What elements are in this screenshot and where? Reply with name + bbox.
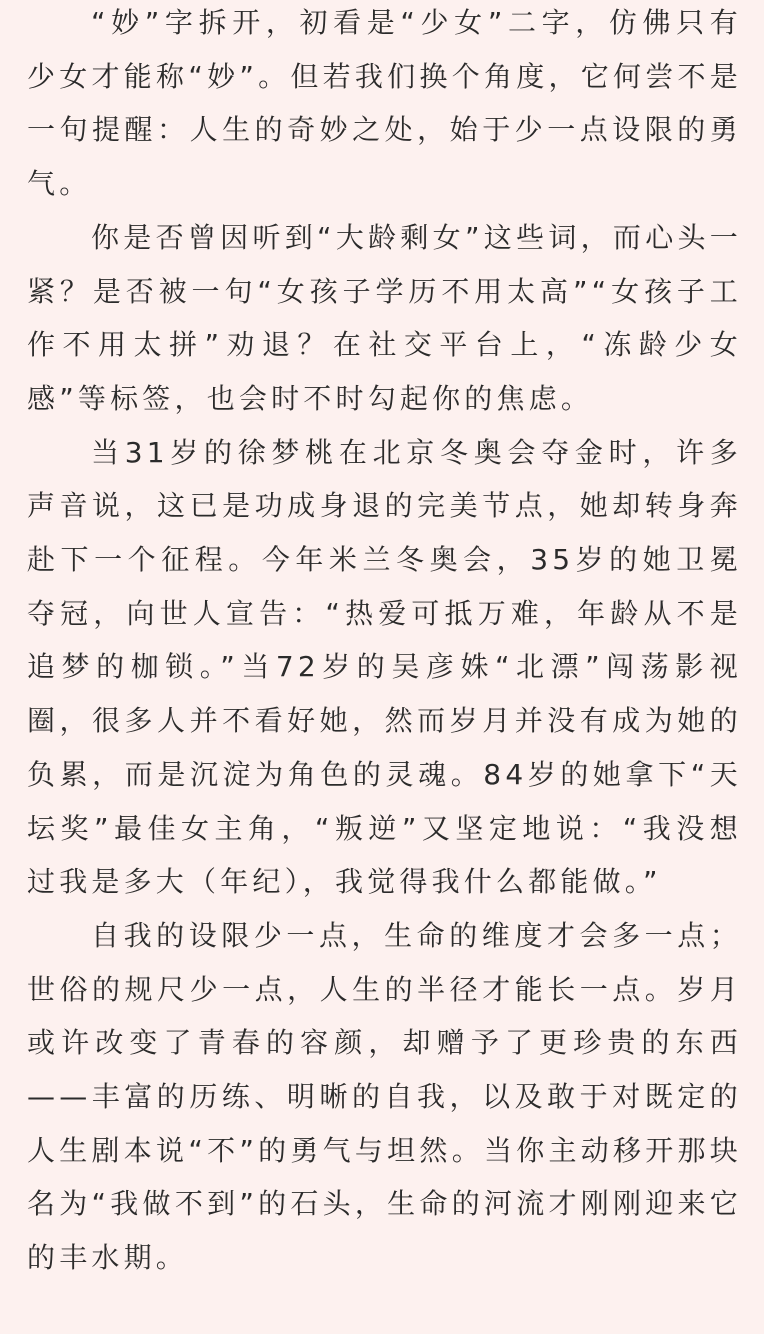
paragraph-2: 你是否曾因听到“大龄剩女”这些词，而心头一紧？是否被一句“女孩子学历不用太高”“女孩子工作不用太拼”劝退？在社交平台上，“冻龄少女感”等标签，也会时不时勾起你的焦虑。 <box>27 220 742 415</box>
paragraph-3: 当31岁的徐梦桃在北京冬奥会夺金时，许多声音说，这已是功成身退的完美节点，她却转身奔赴下一个征程。今年米兰冬奥会，35岁的她卫冕夺冠，向世人宣告：“热爱可抵万难，年龄从不是追梦的枷锁。”当72岁的吴彦姝“北漂”闯荡影视圈，很多人并不看好她，然而岁月并没有成为她的负累，而是沉淀为角色的灵魂。84岁的她拿下“天坛奖”最佳女主角，“叛逆”又坚定地说：“我没想过我是多大（年纪），我觉得我什么都能做。” <box>27 435 742 899</box>
paragraph-1: “妙”字拆开，初看是“少女”二字，仿佛只有少女才能称“妙”。但若我们换个角度，它何尝不是一句提醒：人生的奇妙之处，始于少一点设限的勇气。 <box>27 6 742 201</box>
paragraph-4: 自我的设限少一点，生命的维度才会多一点；世俗的规尺少一点，人生的半径才能长一点。岁月或许改变了青春的容颜，却赠予了更珍贵的东西——丰富的历练、明晰的自我，以及敢于对既定的人生剧本说“不”的勇气与坦然。当你主动移开那块名为“我做不到”的石头，生命的河流才刚刚迎来它的丰水期。 <box>27 918 742 1275</box>
